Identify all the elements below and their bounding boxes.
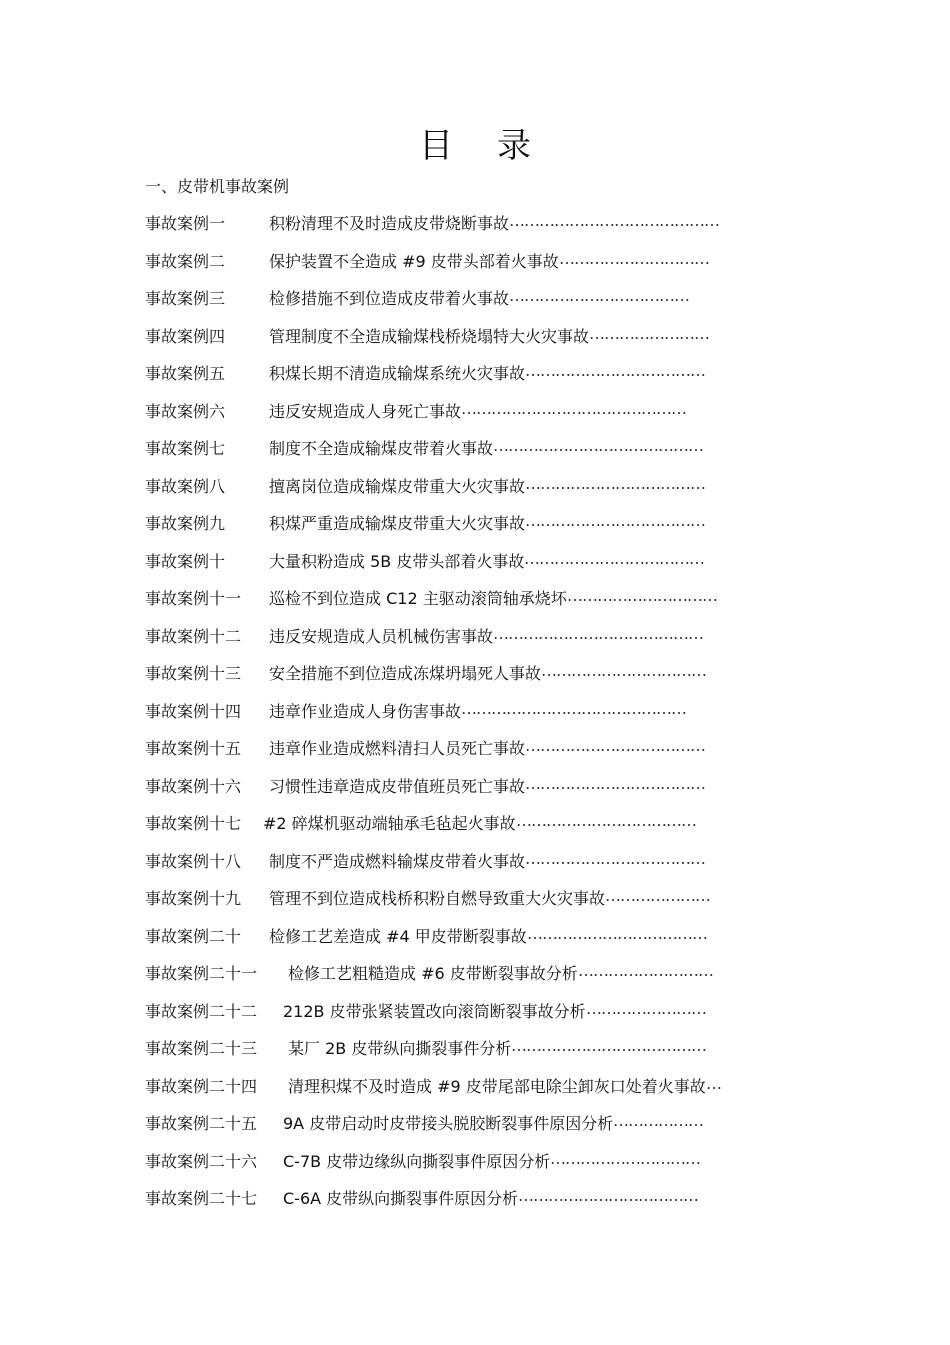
toc-leader-dots: ………………………………………	[461, 699, 686, 718]
toc-entry-label: 事故案例一	[145, 214, 226, 233]
toc-entry-label: 事故案例十一	[145, 589, 242, 608]
toc-entry-title: 保护装置不全造成 #9 皮带头部着火事故	[269, 252, 559, 271]
toc-entry-label: 事故案例十五	[145, 739, 242, 758]
toc-entry-title: 擅离岗位造成输煤皮带重大火灾事故	[269, 477, 526, 496]
toc-entry-title: 管理不到位造成栈桥积粉自燃导致重大火灾事故	[269, 889, 606, 908]
toc-leader-dots: ………………………………………	[461, 399, 686, 418]
toc-entry-title: 检修措施不到位造成皮带着火事故	[269, 289, 510, 308]
toc-entry-title: 某厂 2B 皮带纵向撕裂事件分析	[288, 1039, 512, 1058]
toc-entry-label: 事故案例十七	[145, 814, 242, 833]
toc-entry-title: 积煤严重造成输煤皮带重大火灾事故	[269, 514, 526, 533]
toc-leader-dots: ………………………………	[516, 811, 696, 830]
toc-entry-title: 违章作业造成人身伤害事故	[269, 702, 462, 721]
toc-leader-dots: ………………………………	[525, 849, 705, 868]
toc-leader-dots: ……………………………………	[493, 436, 703, 455]
toc-entry-label: 事故案例六	[145, 402, 226, 421]
title-char-2: 录	[497, 126, 531, 166]
toc-entry-label: 事故案例二十三	[145, 1039, 258, 1058]
toc-entry-label: 事故案例二十六	[145, 1152, 258, 1171]
toc-leader-dots: …………………………	[567, 586, 717, 605]
toc-entry-label: 事故案例四	[145, 327, 226, 346]
toc-entry-label: 事故案例九	[145, 514, 226, 533]
toc-leader-dots: …………………	[605, 886, 710, 905]
toc-leader-dots: ………………	[613, 1111, 703, 1130]
toc-entry-title: 管理制度不全造成输煤栈桥烧塌特大火灾事故	[269, 327, 590, 346]
toc-leader-dots: ……………………………………	[509, 211, 719, 230]
toc-leader-dots: ……………………	[586, 999, 706, 1018]
toc-entry-title: 制度不全造成输煤皮带着火事故	[269, 439, 494, 458]
page-title	[0, 118, 950, 167]
toc-leader-dots: ………………………………	[527, 924, 707, 943]
toc-leader-dots: ………………………………	[525, 774, 705, 793]
toc-entry-label: 事故案例二十四	[145, 1077, 258, 1096]
toc-leader-dots: ………………………………	[509, 286, 689, 305]
toc-entry-label: 事故案例十四	[145, 702, 242, 721]
toc-entry-label: 事故案例十六	[145, 777, 242, 796]
toc-entry-label: 事故案例二十一	[145, 964, 258, 983]
toc-entry-title: 违反安规造成人身死亡事故	[269, 402, 462, 421]
toc-entry-label: 事故案例十三	[145, 664, 242, 683]
toc-entry-title: C-7B 皮带边缘纵向撕裂事件原因分析	[283, 1152, 551, 1171]
toc-entry-title: 违反安规造成人员机械伤害事故	[269, 627, 494, 646]
toc-entry-title: 212B 皮带张紧装置改向滚筒断裂事故分析	[283, 1002, 586, 1021]
toc-entry-title: 巡检不到位造成 C12 主驱动滚筒轴承烧坏	[269, 589, 567, 608]
toc-leader-dots: …	[706, 1074, 721, 1093]
toc-leader-dots: ……………………………………	[493, 624, 703, 643]
toc-leader-dots: …………………………………	[511, 1036, 706, 1055]
toc-entry-title: 检修工艺差造成 #4 甲皮带断裂事故	[269, 927, 527, 946]
toc-entry-label: 事故案例二十	[145, 927, 242, 946]
toc-entry-title: 积粉清理不及时造成皮带烧断事故	[269, 214, 510, 233]
toc-entry-label: 事故案例二十五	[145, 1114, 258, 1133]
toc-entry-label: 事故案例十九	[145, 889, 242, 908]
toc-entry-title: 清理积煤不及时造成 #9 皮带尾部电除尘卸灰口处着火事故	[288, 1077, 706, 1096]
title-char-1: 目	[419, 126, 453, 166]
toc-leader-dots: …………………………	[550, 1149, 700, 1168]
toc-entry-label: 事故案例十	[145, 552, 226, 571]
toc-leader-dots: ………………………………	[525, 511, 705, 530]
toc-entry-label: 事故案例十八	[145, 852, 242, 871]
toc-entry-title: 安全措施不到位造成冻煤坍塌死人事故	[269, 664, 542, 683]
toc-entry-label: 事故案例二	[145, 252, 226, 271]
toc-entry-label: 事故案例五	[145, 364, 226, 383]
toc-leader-dots: …………………………	[559, 249, 709, 268]
toc-entry-title: 制度不严造成燃料输煤皮带着火事故	[269, 852, 526, 871]
toc-entry-title: 违章作业造成燃料清扫人员死亡事故	[269, 739, 526, 758]
toc-leader-dots: ………………………………	[525, 736, 705, 755]
toc-entry-title: #2 碎煤机驱动端轴承毛毡起火事故	[263, 814, 516, 833]
toc-entry-label: 事故案例二十七	[145, 1189, 258, 1208]
toc-entry-label: 事故案例八	[145, 477, 226, 496]
toc-entry-title: 积煤长期不清造成输煤系统火灾事故	[269, 364, 526, 383]
toc-entry-label: 事故案例七	[145, 439, 226, 458]
section-heading: 一、皮带机事故案例	[145, 177, 290, 196]
toc-entry-title: C-6A 皮带纵向撕裂事件原因分析	[283, 1189, 519, 1208]
toc-entry-label: 事故案例三	[145, 289, 226, 308]
toc-leader-dots: ………………………………	[524, 549, 704, 568]
toc-leader-dots: ……………………………	[541, 661, 706, 680]
toc-entry-title: 检修工艺粗糙造成 #6 皮带断裂事故分析	[288, 964, 578, 983]
toc-entry-title: 习惯性违章造成皮带值班员死亡事故	[269, 777, 526, 796]
toc-leader-dots: ………………………	[578, 961, 713, 980]
toc-leader-dots: ………………………………	[518, 1186, 698, 1205]
toc-leader-dots: ……………………	[589, 324, 709, 343]
toc-entry-title: 9A 皮带启动时皮带接头脱胶断裂事件原因分析	[283, 1114, 614, 1133]
toc-entry-label: 事故案例十二	[145, 627, 242, 646]
toc-entry-title: 大量积粉造成 5B 皮带头部着火事故	[269, 552, 525, 571]
toc-leader-dots: ………………………………	[525, 361, 705, 380]
toc-leader-dots: ………………………………	[525, 474, 705, 493]
toc-entry-label: 事故案例二十二	[145, 1002, 258, 1021]
